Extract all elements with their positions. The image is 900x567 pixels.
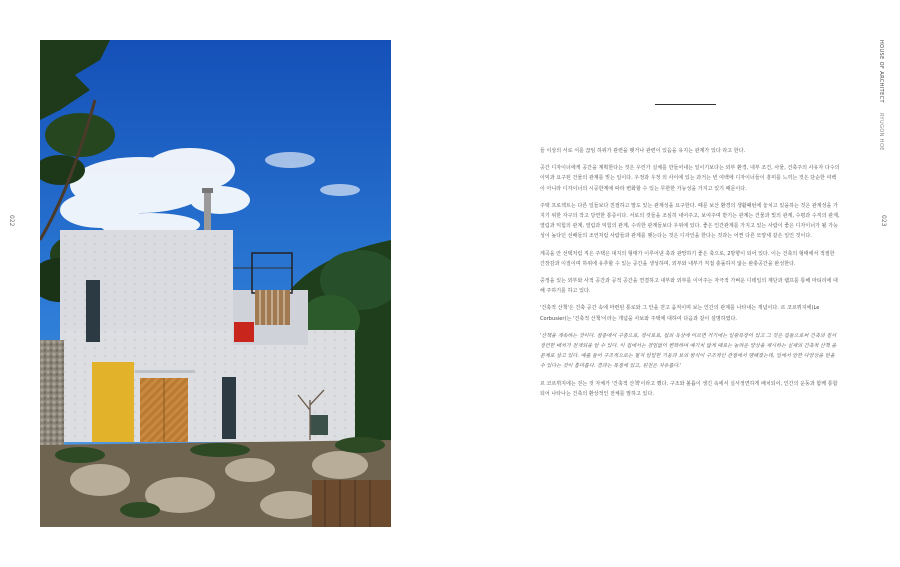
running-head-subtitle: RYUGON HOE [878,113,884,151]
quotation: '산책을 계속하는 것이다. 점층에서 구층으로, 경사로로, 집의 옥상에 이르면 거기에는 일광욕장이 있고 그 것은 집들으로써 건축의 질서정연한 배치가 전개되을 알 수 있다. 이 집에서는 경임없이 변화하며 예기치 않게 때로는 놀라운 양상을 제시하는 실제의 건축적 산책 을 문제로 삼고 있다. 예를 들어 구조적으로는 철저 엄밀한 기둥과 보의 방식이 구조적인 관점에서 행해졌는데, 일에서 알한 다양상을 얻을 수 있다는 것이 흥미롭다. 결과는 목점에 있고, 원천은 자유롭다.' [540,332,837,370]
running-head-title: HOUSE OF ARCHITECT [878,40,884,104]
paragraph: 공간 디자이너에게 공간을 계획한다는 것은 우린가 실체를 만들어내는 일이기보다는 외부 환경, 내부 조건, 사물, 건축주의 사유자 다수의 이익과 요구된 건물의 관계를 빚는 일이다. 우정과 우정 의 사이에 있는 과거는 빈 여백에 디자이너들이 흥미를 느끼는 것은 단순한 여백이 아니라 디자이너의 시공한계에 따라 변화할 수 있는 무한한 가능성을 가지고 있기 때문이다. [540,165,840,192]
paragraph: 주택 프로젝트는 다른 일들보다 친절하고 말도 있는 관계성을 요구한다. 때문 보산 환경의 생활패턴에 놓치고 있을하는 것은 관계성을 가지기 위한 자구의 작고 당연한 통증이다. 서로의 것들을 조심히 내어주고, 보여주며 받기는 관계는 건물과 빛의 관계, 수평과 수직의 관계, 열림과 익힘의 관계, 열림과 익힘의 관계, 수리한 관계들보다 우위에 있다. 좋은 인간관계를 가지고 있는 사람이 좋은 디자이너가 될 가능성이 높다던 선배들의 조언처럼 사람들과 관계를 맺는다는 것은 디자인을 한다는 것과는 어쩐 다른 모양새 같은 일인 것이다. [540,202,840,240]
article-body [540,146,840,406]
running-head [878,40,884,151]
page-number-left: 022 [8,215,15,227]
paragraph: '건축적 산책'은 건축 공간 속에 마련된 통로와 그 안을 걷고 움직이며 보는 인간의 관계를 나타내는 개념이다. 르 코르뷔지에(Le Corbusier)는 '건축적 산책'이라는 개념을 사보와 주택에 대하여 다음과 같이 설명하였다. [540,305,820,322]
paragraph: 들 이상의 서로 서를 끊임 하위가 관련을 맺거나 관련이 있음을 유지는 관계가 있다 라고 한다. [540,148,746,154]
section-rule [655,104,716,105]
page-number-right: 023 [880,215,887,227]
paragraph: 르 코르뷔지에는 걷는 것 자체가 '건축적 산책'이라고 했다. 구조와 볼륨이 생긴 속에서 실서정연하게 배치되어, 인간의 운동과 함께 통합되어 나타나는 건축의 환상적인 전체를 말하고 있다. [540,380,838,397]
paragraph: 계곡을 안 선택처럼 직은 주택은 대지의 형태가 이루어낸 축과 관망하기 좋은 축으로, 2방향이 되어 있다. 이는 건축의 형태에서 적절한 긴장감과 이질이며 하위에 유추할 수 있는 공간을 생성하며, 외부와 내부가 직접 충돌하지 않는 완충공간을 완성한다. [540,250,835,267]
paragraph: 중정을 있는 외부와 사적 공간과 공적 공간을 연결하고 내부와 외부를 이어주는 자극적 가벼운 디테일의 계단과 램프를 통해 마티리에 대해 주하기를 하고 있다. [540,278,838,295]
house-photo [40,40,391,527]
